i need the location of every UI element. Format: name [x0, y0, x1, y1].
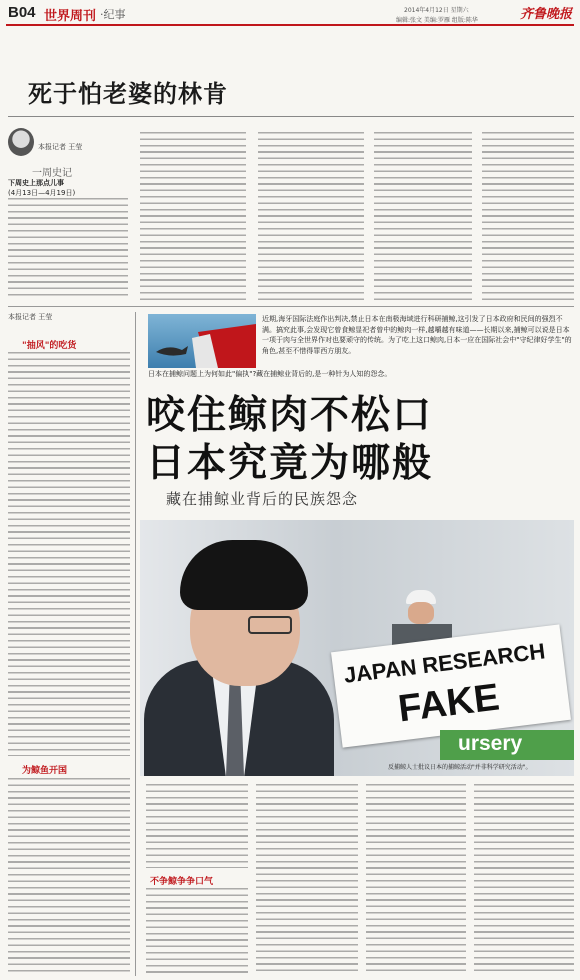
headline-line-1: 咬住鲸肉不松口	[146, 393, 434, 438]
page-code: B04	[8, 4, 36, 21]
main-author: 本报记者 王莹	[8, 313, 53, 321]
title-rule	[8, 116, 574, 117]
headline-deck: 藏在捕鲸业背后的民族怨念	[166, 490, 359, 508]
bottom-text-4	[474, 784, 574, 974]
column-name: 一周史记	[32, 168, 72, 179]
left-col-rule	[135, 312, 136, 976]
man-glasses	[248, 616, 292, 634]
protester-head	[408, 602, 434, 624]
bottom-text-2	[256, 784, 358, 974]
column-text-2	[140, 132, 246, 300]
column-rule	[8, 306, 574, 307]
column-title: 死于怕老婆的林肯	[28, 80, 228, 108]
section-name: 世界周刊	[44, 9, 97, 24]
bottom-text-1	[146, 784, 248, 868]
headline-line-2: 日本究竟为哪般	[146, 441, 434, 486]
photo-caption: 反捕鲸人士批议日本的捕鲸活动"并非科学研究活动"。	[388, 764, 532, 771]
column-dates: (4月13日—4月19日)	[8, 189, 76, 197]
left-text-2	[8, 778, 130, 974]
whale-photo	[148, 314, 256, 368]
subhead-tiaobian: "抽风"的吃货	[22, 341, 77, 351]
sub-section: ·纪事	[100, 8, 126, 21]
sign-line-1: JAPAN RESEARCH	[342, 638, 547, 688]
column-text-1	[8, 198, 128, 300]
subhead-weiyu: 为鲸鱼开国	[22, 766, 68, 776]
lede-tail: 日本在捕鲸问题上为何如此"偏执"?藏在捕鲸业背后的,是一种针为人知的怨念。	[148, 370, 392, 378]
avatar	[8, 128, 34, 156]
editors-line: 编辑:张文 美编:罗雁 组版:陈华	[396, 17, 478, 24]
sign-line-2: FAKE	[395, 676, 502, 731]
header-rule	[6, 24, 574, 26]
column-author: 本报记者 王莹	[38, 143, 83, 151]
lede-text: 近期,海牙国际法庭作出判决,禁止日本在南极海域进行科研捕鲸,这引发了日本政府和民间的强烈不满。搞究此事,会发现它曾食鲸显祀者曾中的鲸肉一样,越嚼越有味道——长期以来,捕鲸可以说是日本一项于肉与全世界作对也要顽守的传统。为了吃上这口鲸肉,日本一应在国际社会中"守纪律好学生"的角色,甚至不惜得罪西方朋友。	[262, 315, 572, 355]
main-photo	[140, 520, 574, 776]
green-banner	[440, 730, 574, 760]
column-text-3	[258, 132, 364, 300]
bottom-text-1b	[146, 888, 248, 974]
column-text-4	[374, 132, 472, 300]
paper-logo: 齐鲁晚报	[520, 7, 573, 22]
left-text-1	[8, 352, 130, 756]
column-text-5	[482, 132, 574, 300]
bottom-text-3	[366, 784, 466, 974]
banner-text: ursery	[458, 732, 523, 755]
column-subtitle: 下周史上那点儿事	[8, 179, 64, 187]
subhead-nuqi: 不争鲸争争口气	[150, 877, 214, 887]
date-line: 2014年4月12日 星期六	[404, 7, 469, 14]
